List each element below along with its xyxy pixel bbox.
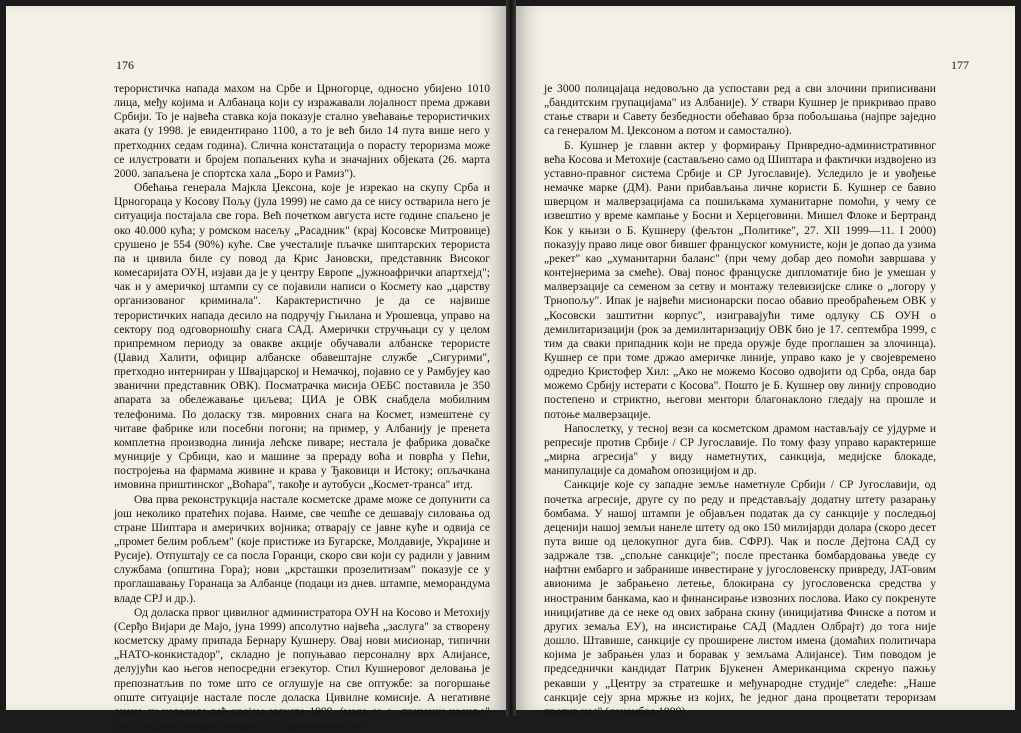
paragraph: је 3000 полицајаца недовољно да успостави ред а сви злочини приписивани „бандитским групацијама" из Албаније). У ствари Кушнер је прикривао право стање ствари и Савету безбедности обећавао брза побољшања (најпре заједно са генералом М. Џексоном а потом и самостално).: [544, 83, 936, 138]
paragraph: Ова прва реконструкција настале косметске драме може се допунити са још неколико пратећих појава. Наиме, све чешће се дешавају силовања од стране Шиптара и америчких војника; отварају се јавне куће и одвија се „промет белим робљем" (које пристиже из Бугарске, Молдавије, Украјине и Русије). Отпуштају се са посла Горанци, скоро сви који су радили у јавним службама (општина Гора); нови „крсташки прозелитизам" показује се у проглашавању Горанаца за Албанце (подаци из днев. штампе, меморандума владе СРЈ и др.).: [114, 493, 490, 605]
page-number: 176: [116, 58, 134, 72]
body-text: [114, 82, 490, 733]
body-text: [544, 82, 936, 719]
paragraph: Од доласка првог цивилног администратора ОУН на Косово и Метохију (Серђо Вијари де Мајо, јуна 1999) апсолутно највећа „заслуга" за створену косметску драму припада Бернару Кушнеру. Овај нови мисионар, типични „НАТО-конкистадор", складно је попуњавао персоналну врх Алијансе, делујући као његов непосредни егзекутор. Стил Кушнеровог деловања је препознатљив по томе што се оглушује на све оптужбе: за погоршање опште ситуације настале после доласка Цивилне комисије. А негативне оцене су уследиле већ крајем августа 1999. (мада се о „примени насиља" још говорило неодређенирано, с образложењем да: [114, 606, 490, 733]
book-gutter: [506, 0, 516, 716]
page-number: 177: [951, 58, 969, 72]
left-page: [6, 6, 506, 733]
paragraph: Напослетку, у тесној вези са косметском драмом настављају се ујдурме и репресије против Србије / СР Југославије. По тому фазу управо карактерише „мирна агресија" у виду наметнутих, санкција, медијске блокаде, манипулације са домаћом опозицијом и др.: [544, 422, 936, 478]
paragraph: Санкције које су западне земље наметнуле Србији / СР Југославији, од почетка агресије, друге су по реду и представљају додатну штету разарању бомбама. У нашој штампи је објављен податак да су санкције у последњој деценији нашој земљи нанеле штету од око 150 милијарди долара (скоро десет пута више од целокупног дуга бив. СФРЈ). Чак и после Дејтона САД су задржале тзв. „спољне санкције"; после престанка бомбардовања уведе су нафтни ембарго и забранише инвестиране у југословенску привреду, JAT-овим авионима је забрањено летење, блокирана су југословенска средства у иностраним банкама, као и финансирање извозних послова. Иако су покренуте иницијативе да се неке од ових забрана скину (иницијатива Финске а потом и других земаља ЕУ), на инсистирање САД (Мадлен Олбрајт) до тога није дошло. Штавише, санкције су проширене листом имена (домаћих политичара којима је забрањен улаз и боравак у земљама Алијансе). Тим поводом је председнички кандидат Патрик Бјукенен Американцима скренуо пажњу рекавши у „Центру за стратешке и међународне студије" следеће: „Наше санкције сеју зрна мржње из којих, ће једног дана процветати тероризам против нас" (децембра 1999).: [544, 479, 936, 718]
right-page: [516, 6, 1015, 718]
paragraph: терористичка напада махом на Србе и Црногорце, односно убијено 1010 лица, међу којима и Албанаца који су изражавали лојалност према држави Србији. То је највећа ставка која показује стално увећавање терористичких аката (у 1998. је евидентирано 1100, а то је већ било 14 пута више него у претходних седам година). Слична констатација о порасту тероризма може се илустровати и бројем попаљених кућа и значајних објеката (26. марта 2000. запаљена је спортска хала „Боро и Рамиз").: [114, 83, 490, 180]
paragraph: Обећања генерала Мајкла Џексона, које је изрекао на скупу Срба и Црногораца у Косову Пољу (јула 1999) не само да се нису остварила него је ситуација постајала све гора. Већ почетком августа исте године спаљено је око 40.000 кућа; у ромском насељу „Расадник" (крај Косовске Митровице) срушено је 554 (90%) куће. Све учесталије пљачке шиптарских терориста па и цивила биле су повод да Крис Јановски, представник Високог комесаријата ОУН, изјави да је у центру Европе „јужноафрички апартхејд"; чак и у америчкој штампи су се појавили написи о Космету као „царству организованог криминала". Карактеристично је да се највише терористичких напада десило на подручју Гњилана и Урошевца, управо на сектору под одговорношћу снага САД. Амерички стручњаци су у целом припремном периоду за овакве акције обучавали албанске терористе (Џавид Халити, официр албанске обавештајне службе „Сигурими", претходно интерниран у Швајцарској и Немачкој, појавио се у Рамбујеу као званични представник ОВК). Посматрачка мисија ОЕБС поставила је 350 апарата за обележавање циљева; ЦИА је ОВК снабдела мобилним телефонима. По доласку тзв. мировних снага на Космет, измештене су читаве фабрике или посебни погони; на пример, у Албанију је пренета комплетна производна линија лећске пиваре; нестала је фабрика доваčке муниције у Србици, као и машине за прераду воћа и поврћа у Пећи, постројења на фармама живине и крава у Ђаковици и Истоку; опљачкана имовина приштинског „Воћара", такође и аутобуси „Космет-транса" итд.: [114, 182, 490, 492]
paragraph: Б. Кушнер је главни актер у формирању Привредно-административног већа Косова и Метохије (састављено само од Шиптара и фактички издвојено из уставно-правног система Србије и СР Југославије). Уследило је и увођење немачке марке (ДМ). Рани прибављања личне користи Б. Кушнер се бавио шверцом и малверзацијама са пошиљкама хуманитарне помоћи, у чему се извештио у време кампање у Босни и Херцеговини. Мишел Флоке и Бертранд Кок у књизи о Б. Кушнеру (фељтон „Политике", 27. XII 1999—11. I 2000) показују право лице овог бившег француског комунисте, који је допао да узима „рекет" као „хуманитарни баланс" (при чему добар део помоћи завршава у контејнерима за смеће). Овај понос француске дипломатије био је умешан у малверзације са семеном за сетву и монтажу телевизијске слике о „логору у Трнопољу". Ипак је највећи мисионарски посао обавио преобраћењем ОВК у „Косовски заштитни корпус", изигравајући тиме одлуку СБ ОУН о демилитаризацији (рок за демилитаризацију ОВК био је 17. септембра 1999, с тим да сваки припадник који не преда оружје буде проглашен за злочинца). Кушнер се при томе држао америчке линије, управо како је у својевремено одредио Кристофер Хил: „Ако не можемо Косово одвојити од Срба, онда бар можемо Србију истерати с Косова". Пошто је Б. Кушнер ову линију спроводио постепено и стриктно, његови ментори благонаклоно гледају на прошле и потоње малверзације.: [544, 139, 937, 421]
